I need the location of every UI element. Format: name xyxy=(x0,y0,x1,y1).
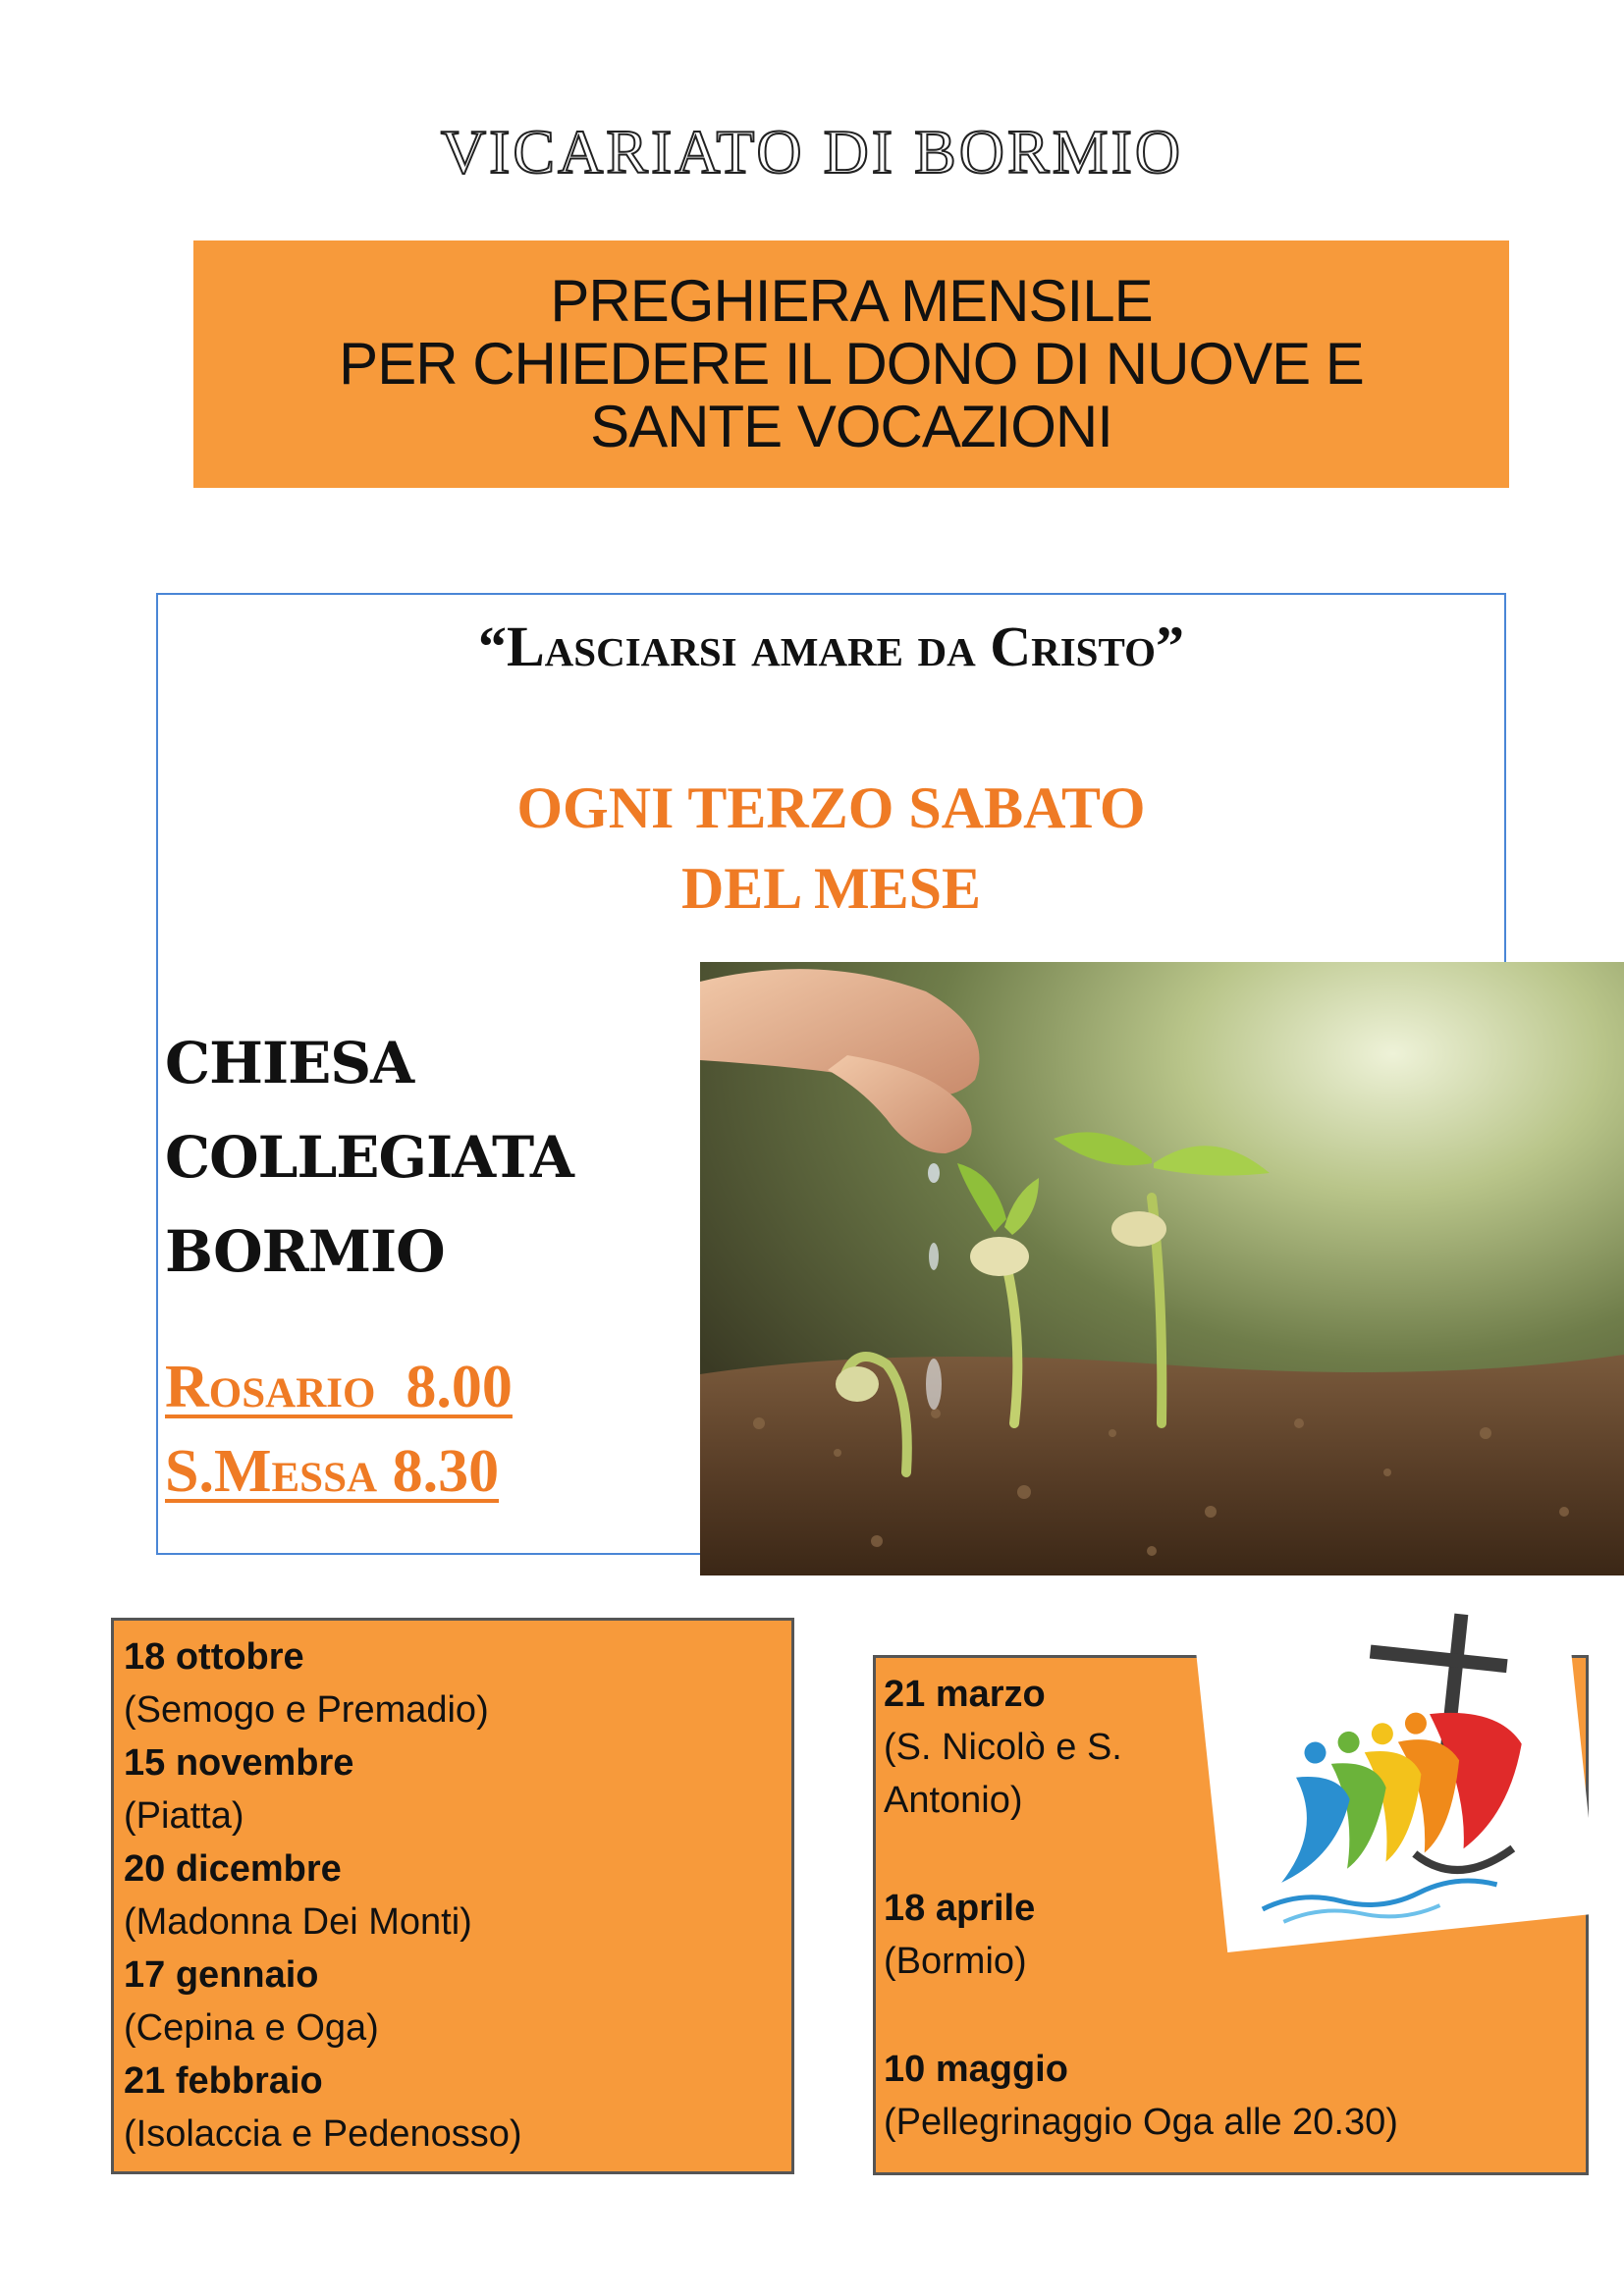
title-banner xyxy=(193,240,1509,488)
entry-place: (S. Nicolò e S. xyxy=(884,1727,1122,1768)
cross-anchor-logo-icon xyxy=(1194,1591,1598,1952)
banner-line-1: PREGHIERA MENSILE xyxy=(550,268,1153,334)
mass-time: S.Messa 8.30 xyxy=(165,1438,500,1505)
vocations-logo xyxy=(1194,1591,1598,1952)
entry-date: 21 febbraio xyxy=(124,2060,323,2102)
service-times xyxy=(165,1345,513,1514)
entry-place: (Madonna Dei Monti) xyxy=(124,1901,472,1943)
schedule-entry xyxy=(124,1630,782,1736)
seedling-photo xyxy=(700,962,1624,1575)
entry-place: (Piatta) xyxy=(124,1795,244,1837)
entry-place: (Semogo e Premadio) xyxy=(124,1689,489,1731)
vicariate-heading: VICARIATO DI BORMIO xyxy=(440,117,1184,187)
schedule-entry xyxy=(124,2055,782,2161)
church-line-3: BORMIO xyxy=(165,1218,445,1285)
church-name xyxy=(165,1016,573,1299)
frequency-line-2: DEL MESE xyxy=(680,856,982,921)
entry-date: 10 maggio xyxy=(884,2049,1068,2090)
banner-line-2: PER CHIEDERE IL DONO DI NUOVE E xyxy=(339,331,1364,397)
church-line-1: CHIESA xyxy=(165,1030,414,1096)
schedule-entry xyxy=(884,2043,1576,2149)
frequency-line-1: OGNI TERZO SABATO xyxy=(516,775,1146,840)
banner-line-3: SANTE VOCAZIONI xyxy=(590,394,1112,459)
entry-date: 17 gennaio xyxy=(124,1954,319,1996)
entry-place: (Isolaccia e Pedenosso) xyxy=(124,2113,522,2155)
entry-place: (Pellegrinaggio Oga alle 20.30) xyxy=(884,2102,1398,2143)
schedule-frequency xyxy=(156,768,1506,929)
entry-date: 18 aprile xyxy=(884,1888,1036,1929)
entry-place: Antonio) xyxy=(884,1780,1023,1821)
motto: “Lasciarsi amare da Cristo” xyxy=(478,614,1184,678)
entry-date: 21 marzo xyxy=(884,1674,1046,1715)
entry-place: (Cepina e Oga) xyxy=(124,2007,379,2049)
schedule-entry xyxy=(124,1736,782,1842)
hand-watering-seedlings-image xyxy=(700,962,1624,1575)
church-line-2: COLLEGIATA xyxy=(165,1124,573,1191)
entry-date: 20 dicembre xyxy=(124,1848,342,1890)
entry-date: 18 ottobre xyxy=(124,1636,304,1678)
schedule-box-left xyxy=(111,1618,794,2174)
schedule-entry xyxy=(124,1949,782,2055)
rosary-time: Rosario 8.00 xyxy=(165,1354,513,1420)
entry-date: 15 novembre xyxy=(124,1742,354,1784)
schedule-entry xyxy=(124,1842,782,1949)
entry-place: (Bormio) xyxy=(884,1941,1027,1982)
